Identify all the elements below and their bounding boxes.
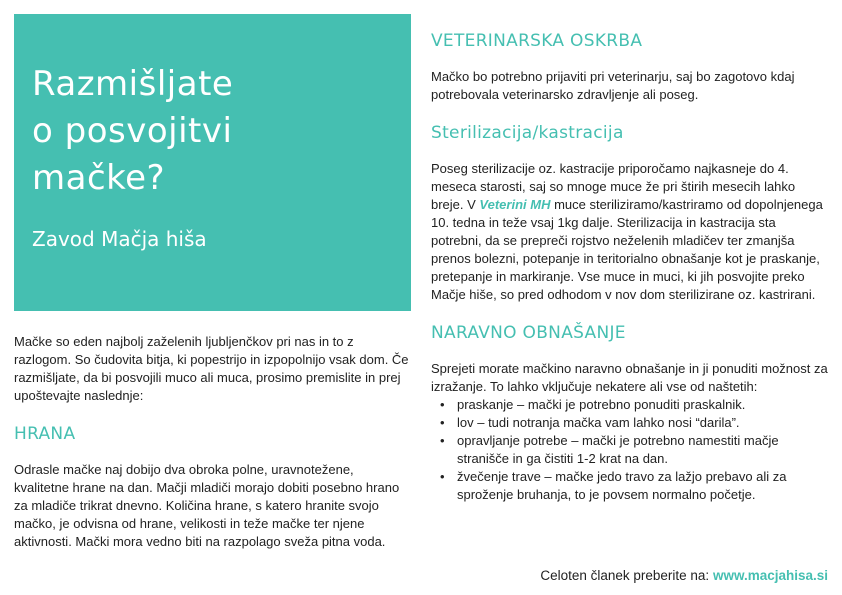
hrana-paragraph: Odrasle mačke naj dobijo dva obroka polne, uravnotežene, kvalitetne hrane na dan. Mačji mladiči morajo dobiti posebno hrano za mladiče trikrat dnevno. Količina hrane, s katero hranite svojo mačko, je odvisna od hrane, velikosti in teže mačke ter njene aktivnosti. Mački mora vedno biti na razpolago sveža pitna voda. xyxy=(14,462,400,549)
bullet-icon: • xyxy=(440,433,445,448)
page-title-line-3: mačke? xyxy=(32,158,166,198)
section-heading-obnasanje: NARAVNO OBNAŠANJE xyxy=(431,323,626,343)
left-column xyxy=(14,333,411,551)
website-link[interactable]: www.macjahisa.si xyxy=(712,568,828,583)
obnasanje-paragraph: Sprejeti morate mačkino naravno obnašanje in ji ponuditi možnost za izražanje. To lahko vključuje nekatere ali vse od naštetih: xyxy=(431,361,828,394)
page-title xyxy=(32,61,395,202)
section-heading-oskrba: VETERINARSKA OSKRBA xyxy=(431,31,643,51)
title-banner xyxy=(14,14,411,311)
bullet-icon: • xyxy=(440,469,445,484)
footer-text: Celoten članek preberite na: xyxy=(540,568,713,583)
list-item: • žvečenje trave – mačke jedo travo za lažjo prebavo ali za sproženje bruhanja, to je povsem normalno početje. xyxy=(440,469,787,502)
section-heading-hrana: HRANA xyxy=(14,424,76,444)
bullet-icon: • xyxy=(440,415,445,430)
oskrba-paragraph: Mačko bo potrebno prijaviti pri veterinarju, saj bo zagotovo kdaj potrebovala veterinarsko zdravljenje ali poseg. xyxy=(431,69,795,102)
list-item: • opravljanje potrebe – mački je potrebno namestiti mačje straniščе in ga čistiti 1-2 krat na dan. xyxy=(440,433,779,466)
list-item: • lov – tudi notranja mačka vam lahko nosi “darila”. xyxy=(440,415,740,430)
behavior-list xyxy=(431,396,829,504)
organization-name: Zavod Mačja hiša xyxy=(32,227,207,251)
section-heading-sterilizacija: Sterilizacija/kastracija xyxy=(431,123,624,143)
intro-paragraph: Mačke so eden najbolj zaželenih ljubljenčkov pri nas in to z razlogom. So čudovita bitja, ki popestrijo in izpopolnijo vsak dom. Če razmišljate, da bi posvojili muco ali muca, prosimo premislite in prej upoštevajte naslednje: xyxy=(14,334,409,403)
page-title-line-1: Razmišljate xyxy=(32,64,234,104)
sterilizacija-paragraph: Poseg sterilizacije oz. kastracije priporočamo najkasneje do 4. meseca starosti, saj so mnoge muce že pri štirih mesecih lahko breje. V Veterini MH muce steriliziramo/kastriramo od dopolnjenega 10. tedna in teže vsaj 1kg dalje. Sterilizacija in kastracija sta potrebni, da se prepreči rojstvo neželenih mladičev ter zmanjša prenos bolezni, potepanje in teritorialno obnašanje kot je praskanje, pretepanje in markiranje. Vse muce in muci, ki jih posvojite preko Mačje hiše, so pred odhodom v nov dom sterilizirane oz. kastrirani. xyxy=(431,161,823,302)
bullet-icon: • xyxy=(440,397,445,412)
veterina-mh-highlight: Veterini MH xyxy=(479,197,551,212)
footer xyxy=(540,567,828,585)
list-item: • praskanje – mački je potrebno ponuditi praskalnik. xyxy=(440,397,746,412)
right-column xyxy=(431,30,829,504)
page-title-line-2: o posvojitvi xyxy=(32,111,233,151)
